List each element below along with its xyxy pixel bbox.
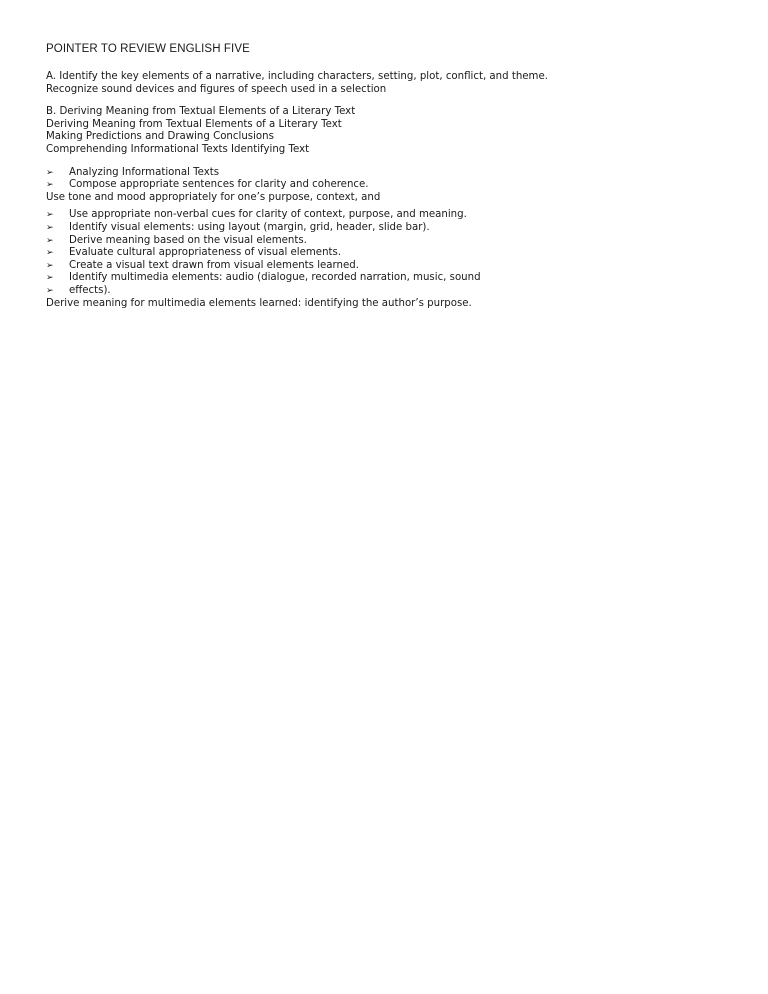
- arrow-bullet-icon: ➢: [46, 222, 54, 233]
- arrow-bullet-icon: ➢: [46, 273, 54, 284]
- spacer: [46, 157, 726, 167]
- list-item-text: Evaluate cultural appropriateness of visual elements.: [69, 247, 342, 259]
- document-page: [46, 42, 726, 310]
- arrow-bullet-icon: ➢: [46, 210, 54, 221]
- arrow-bullet-icon: ➢: [46, 248, 54, 259]
- list-item-text: Create a visual text drawn from visual elements learned.: [69, 259, 359, 271]
- list-item-text: Derive meaning based on the visual elements.: [69, 234, 307, 246]
- list-item-text: Compose appropriate sentences for clarity and coherence.: [69, 179, 369, 191]
- arrow-bullet-icon: ➢: [46, 260, 54, 271]
- section-b-line: Deriving Meaning from Textual Elements of a Literary Text: [46, 118, 342, 130]
- bullet-list-1: [46, 167, 726, 192]
- section-a-line: A. Identify the key elements of a narrative, including characters, setting, plot, conflict, and theme.: [46, 71, 548, 82]
- list-item-text: Identify visual elements: using layout (margin, grid, header, slide bar).: [69, 221, 430, 233]
- list-item-text: Use appropriate non-verbal cues for clarity of context, purpose, and meaning.: [69, 209, 467, 221]
- list-item-text: effects).: [69, 284, 111, 296]
- list-item: [46, 222, 726, 235]
- section-a-line: Recognize sound devices and figures of speech used in a selection: [46, 83, 387, 95]
- plain-line: Derive meaning for multimedia elements learned: identifying the author’s purpose.: [46, 297, 472, 309]
- list-item: [46, 247, 726, 260]
- bullet-list-2: [46, 209, 726, 297]
- section-b-line: Comprehending Informational Texts Identifying Text: [46, 143, 310, 155]
- list-item: [46, 235, 726, 248]
- list-item-text: Analyzing Informational Texts: [69, 166, 220, 178]
- arrow-bullet-icon: ➢: [46, 167, 54, 178]
- arrow-bullet-icon: ➢: [46, 235, 54, 246]
- list-item-text: Identify multimedia elements: audio (dialogue, recorded narration, music, sound: [69, 272, 481, 284]
- arrow-bullet-icon: ➢: [46, 285, 54, 296]
- section-b-line: B. Deriving Meaning from Textual Elements of a Literary Text: [46, 106, 356, 118]
- list-item: [46, 272, 726, 285]
- spacer: [46, 96, 726, 106]
- list-item: [46, 285, 726, 298]
- document-title: POINTER TO REVIEW ENGLISH FIVE: [46, 43, 250, 55]
- plain-line: Use tone and mood appropriately for one’s purpose, context, and: [46, 191, 381, 203]
- list-item: [46, 260, 726, 273]
- section-a: [46, 71, 726, 96]
- list-item: [46, 209, 726, 222]
- arrow-bullet-icon: ➢: [46, 180, 54, 191]
- section-b: [46, 106, 726, 156]
- section-b-line: Making Predictions and Drawing Conclusions: [46, 131, 274, 143]
- list-item: [46, 179, 726, 192]
- list-item: [46, 167, 726, 180]
